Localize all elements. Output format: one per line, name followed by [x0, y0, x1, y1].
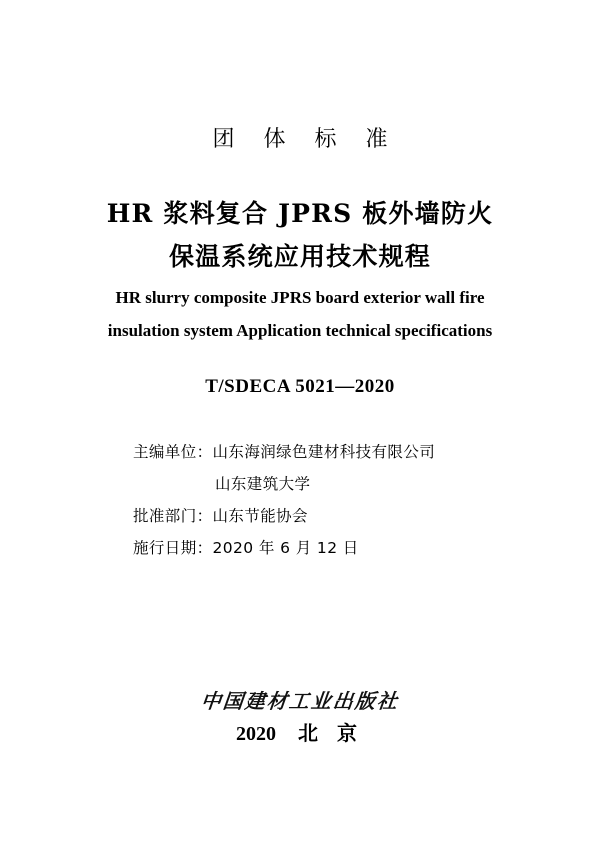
publisher-year-city — [0, 720, 600, 748]
publisher-name: 中国建材工业出版社 — [199, 689, 401, 713]
title-chinese-line-2: 保温系统应用技术规程 — [168, 242, 431, 271]
approval-label: 批准部门： — [133, 507, 213, 525]
standard-kind-heading: 团 体 标 准 — [212, 127, 399, 152]
document-title-english — [0, 281, 600, 347]
publisher-block — [0, 688, 600, 748]
title-english-line-1: HR slurry composite JPRS board exterior wall fire — [115, 288, 485, 307]
effective-date-value: 2020 年 6 月 12 日 — [212, 539, 359, 557]
info-row-approval-department — [133, 500, 493, 532]
document-info-block — [133, 436, 493, 564]
document-title-chinese — [0, 192, 600, 278]
chief-editor-value-2: 山东建筑大学 — [215, 475, 311, 493]
title-english-line-2: insulation system Application technical specifications — [107, 321, 493, 340]
publisher-city: 北 京 — [298, 723, 364, 745]
effective-date-label: 施行日期： — [133, 539, 213, 557]
publisher-year: 2020 — [236, 723, 276, 745]
info-row-chief-editor-second — [133, 468, 493, 500]
info-row-effective-date — [133, 532, 493, 564]
title-chinese-line-1: HR 浆料复合 JPRS 板外墙防火 — [106, 199, 494, 228]
approval-value: 山东节能协会 — [212, 507, 308, 525]
standard-number: T/SDECA 5021—2020 — [205, 376, 395, 397]
info-row-chief-editor — [133, 436, 493, 468]
chief-editor-label: 主编单位： — [133, 443, 213, 461]
chief-editor-value: 山东海润绿色建材科技有限公司 — [212, 443, 436, 461]
